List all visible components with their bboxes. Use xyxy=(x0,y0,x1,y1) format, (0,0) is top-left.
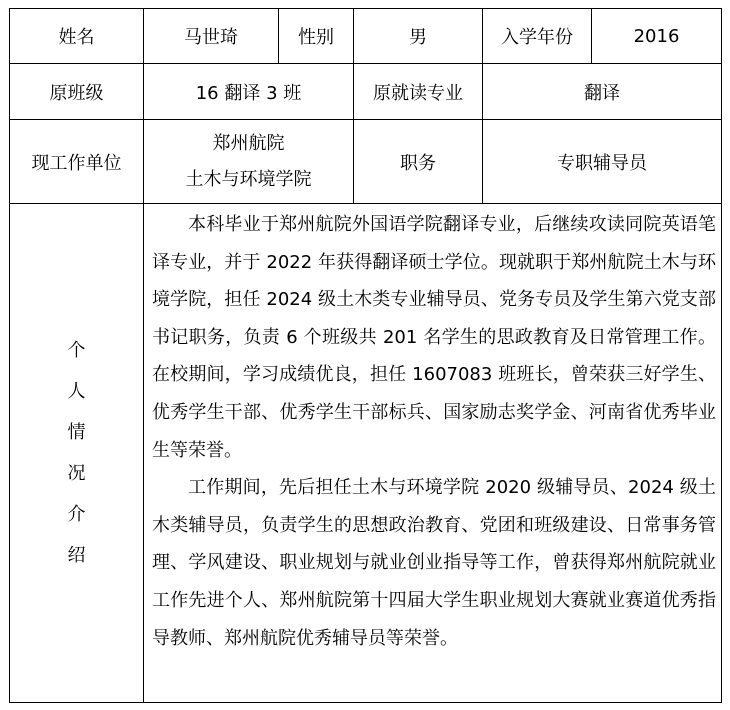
original-class-value: 16 翻译 3 班 xyxy=(144,64,354,120)
vertical-label xyxy=(10,330,143,576)
label-char: 情 xyxy=(67,422,86,443)
table-row xyxy=(10,120,722,204)
personal-info-table xyxy=(9,8,722,703)
position-value: 专职辅导员 xyxy=(483,120,722,204)
table-row xyxy=(10,9,722,64)
position-label: 职务 xyxy=(354,120,483,204)
table-row xyxy=(10,204,722,703)
gender-value: 男 xyxy=(354,9,483,64)
enrollment-year-value: 2016 xyxy=(592,9,722,64)
work-unit-line-1: 郑州航院 xyxy=(212,132,285,154)
table-row xyxy=(10,64,722,120)
original-class-label: 原班级 xyxy=(10,64,144,120)
work-unit-line-2: 土木与环境学院 xyxy=(185,168,312,190)
personal-introduction-text xyxy=(144,204,722,703)
original-major-value: 翻译 xyxy=(483,64,722,120)
name-label: 姓名 xyxy=(10,9,144,64)
label-char: 介 xyxy=(67,504,86,525)
name-value: 马世琦 xyxy=(144,9,279,64)
label-char: 人 xyxy=(67,381,86,402)
intro-paragraph: 工作期间，先后担任土木与环境学院 2020 级辅导员、2024 级土木类辅导员，负责学生的思想政治教育、党团和班级建设、日常事务管理、学风建设、职业规划与就业创业指导等工作，曾获得郑州航院就业工作先进个人、郑州航院第十四届大学生职业规划大赛就业赛道优秀指导教师、郑州航院优秀辅导员等荣誉。 xyxy=(152,477,716,649)
current-work-unit-label: 现工作单位 xyxy=(10,120,144,204)
enrollment-year-label: 入学年份 xyxy=(483,9,592,64)
gender-label: 性别 xyxy=(279,9,354,64)
personal-introduction-label xyxy=(10,204,144,703)
current-work-unit-value xyxy=(144,120,354,204)
label-char: 况 xyxy=(67,463,86,484)
intro-paragraph: 本科毕业于郑州航院外国语学院翻译专业，后继续攻读同院英语笔译专业，并于 2022 年获得翻译硕士学位。现就职于郑州航院土木与环境学院，担任 2024 级土木类专业辅导员、党务专员及学生第六党支部书记职务，负责 6 个班级共 201 名学生的思政教育及日常管理工作。在校期间，学习成绩优良，担任 1607083 班班长，曾荣获三好学生、优秀学生干部、优秀学生干部标兵、国家励志奖学金、河南省优秀毕业生等荣誉。 xyxy=(152,214,716,461)
label-char: 绍 xyxy=(67,545,86,566)
label-char: 个 xyxy=(67,340,86,361)
original-major-label: 原就读专业 xyxy=(354,64,483,120)
